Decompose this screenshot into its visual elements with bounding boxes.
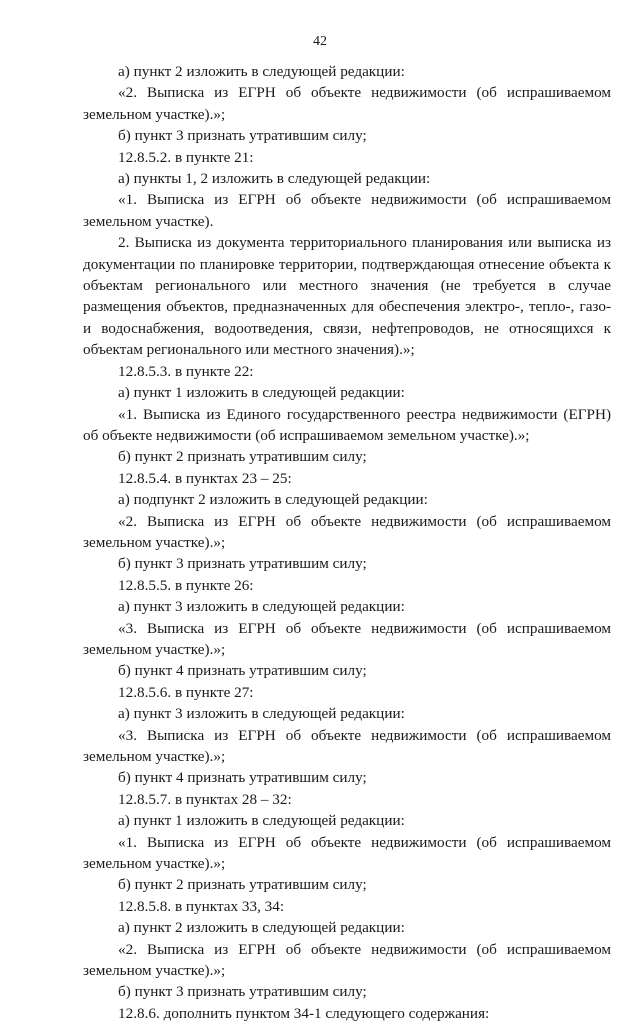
paragraph: «2. Выписка из ЕГРН об объекте недвижимости (об испрашиваемом земельном участке).»; (83, 84, 611, 123)
paragraph: 12.8.5.3. в пункте 22: (118, 362, 254, 380)
paragraph: 2. Выписка из документа территориального планирования или выписка из документации по планировке территории, подтверждающая отнесение объекта к объектам регионального или местного значения (не требуется в случае размещения объектов, предназначенных для обеспечения электро-, тепло-, газо- и водоснабжения, водоотведения, связи, нефтепроводов, не относящихся к объектам регионального или местного значения).»; (83, 234, 611, 359)
paragraph: «3. Выписка из ЕГРН об объекте недвижимости (об испрашиваемом земельном участке).»; (83, 726, 611, 765)
paragraph: а) пункт 1 изложить в следующей редакции: (118, 384, 405, 402)
paragraph: 12.8.6. дополнить пунктом 34-1 следующего содержания: (118, 1004, 490, 1022)
paragraph: «1. Выписка из ЕГРН об объекте недвижимости (об испрашиваемом земельном участке). (83, 191, 611, 230)
paragraph: б) пункт 2 признать утратившим силу; (118, 448, 367, 466)
paragraph: б) пункт 3 признать утратившим силу; (118, 127, 367, 145)
paragraph: б) пункт 4 признать утратившим силу; (118, 769, 367, 787)
paragraph: 12.8.5.6. в пункте 27: (118, 683, 254, 701)
paragraph: а) пункт 3 изложить в следующей редакции: (118, 705, 405, 723)
paragraph: а) пункт 3 изложить в следующей редакции: (118, 598, 405, 616)
paragraph: 12.8.5.4. в пунктах 23 – 25: (118, 469, 292, 487)
paragraph: «1. Выписка из Единого государственного реестра недвижимости (ЕГРН) об объекте недвижимости (об испрашиваемом земельном участке).»; (83, 405, 611, 444)
paragraph: б) пункт 2 признать утратившим силу; (118, 876, 367, 894)
paragraph: б) пункт 4 признать утратившим силу; (118, 662, 367, 680)
document-body (83, 61, 611, 1024)
page-number: 42 (313, 34, 327, 49)
paragraph: «1. Выписка из ЕГРН об объекте недвижимости (об испрашиваемом земельном участке).»; (83, 833, 611, 873)
paragraph: а) пункт 2 изложить в следующей редакции: (118, 919, 405, 937)
paragraph: 12.8.5.8. в пунктах 33, 34: (118, 897, 285, 915)
paragraph: 12.8.5.2. в пункте 21: (118, 148, 254, 166)
paragraph: «3. Выписка из ЕГРН об объекте недвижимости (об испрашиваемом земельном участке).»; (83, 619, 611, 658)
paragraph: б) пункт 3 признать утратившим силу; (118, 555, 367, 573)
paragraph: 12.8.5.5. в пункте 26: (118, 576, 254, 594)
paragraph: а) пункт 2 изложить в следующей редакции: (118, 63, 405, 80)
paragraph: б) пункт 3 признать утратившим силу; (118, 983, 367, 1001)
paragraph: «2. Выписка из ЕГРН об объекте недвижимости (об испрашиваемом земельном участке).»; (83, 940, 611, 980)
paragraph: а) подпункт 2 изложить в следующей редакции: (118, 491, 428, 509)
paragraph: 12.8.5.7. в пунктах 28 – 32: (118, 790, 292, 808)
paragraph: а) пункт 1 изложить в следующей редакции: (118, 812, 405, 830)
paragraph: а) пункты 1, 2 изложить в следующей редакции: (118, 170, 431, 188)
paragraph: «2. Выписка из ЕГРН об объекте недвижимости (об испрашиваемом земельном участке).»; (83, 512, 611, 551)
